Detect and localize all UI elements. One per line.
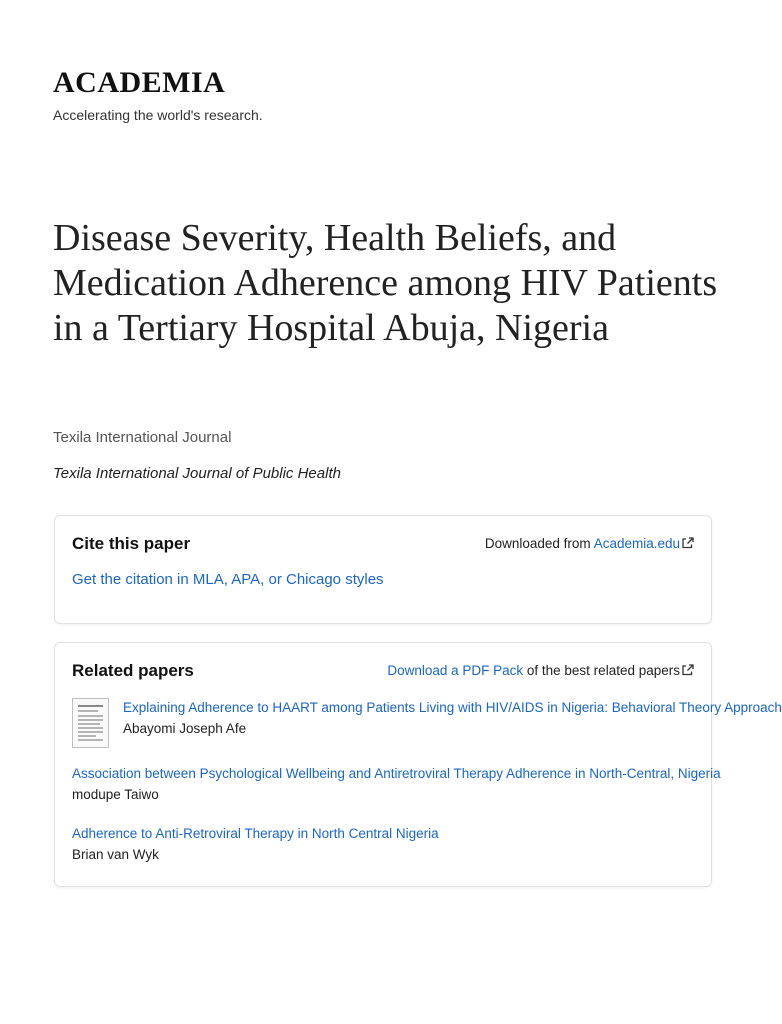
pdf-pack [387,663,694,678]
citation-styles-link[interactable]: Get the citation in MLA, APA, or Chicago styles [72,571,384,588]
paper-thumbnail[interactable] [72,698,109,748]
paper-source: Texila International Journal [53,429,232,446]
related-paper-title-link[interactable]: Association between Psychological Wellbeing and Antiretroviral Therapy Adherence in North-Central, Nigeria [72,766,721,781]
related-paper-author: Abayomi Joseph Afe [123,721,247,736]
pdf-pack-suffix: of the best related papers [523,663,680,678]
academia-edu-link[interactable]: Academia.edu [593,536,680,551]
paper-title: Disease Severity, Health Beliefs, and Medication Adherence among HIV Patients in a Tertiary Hospital Abuja, Nigeria [53,217,718,349]
cite-heading: Cite this paper [72,534,191,553]
external-link-icon[interactable] [682,664,694,676]
related-heading: Related papers [72,661,194,680]
related-papers-card [54,642,782,887]
related-paper-item [72,825,692,864]
related-paper-item [72,765,721,804]
academia-logo[interactable]: ACADEMIA [53,66,226,99]
downloaded-from-label: Downloaded from [484,536,594,551]
related-paper-title-link[interactable]: Explaining Adherence to HAART among Patients Living with HIV/AIDS in Nigeria: Behavioral Theory Approach [123,700,782,715]
related-paper-title-link[interactable]: Adherence to Anti-Retroviral Therapy in North Central Nigeria [72,826,439,841]
downloaded-from [485,536,694,551]
related-paper-author: Brian van Wyk [72,847,159,862]
external-link-icon[interactable] [682,537,694,549]
cite-card [54,515,712,624]
download-pdf-pack-link[interactable]: Download a PDF Pack [387,663,524,678]
related-paper-author: modupe Taiwo [72,787,159,802]
tagline: Accelerating the world's research. [53,107,263,123]
paper-journal: Texila International Journal of Public Health [53,465,341,482]
